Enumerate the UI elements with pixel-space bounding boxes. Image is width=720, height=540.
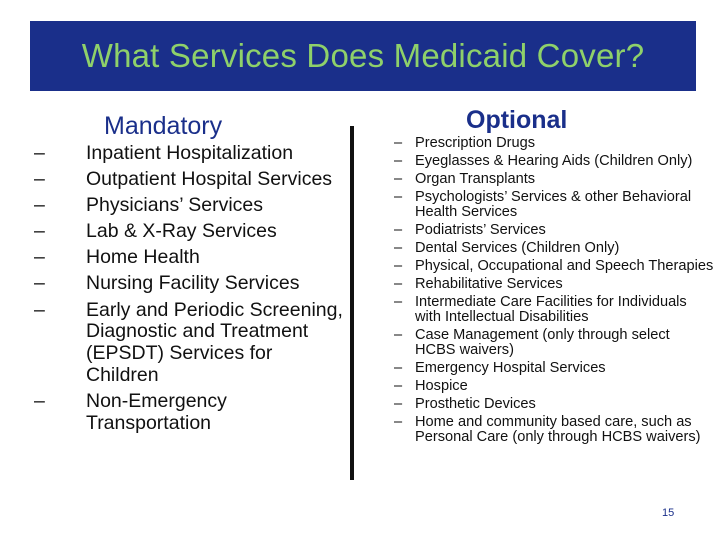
optional-list-item: [394, 328, 714, 357]
mandatory-heading: Mandatory: [104, 112, 223, 140]
bullet-dash: –: [394, 153, 403, 170]
mandatory-list-item: [34, 195, 344, 217]
optional-list-item: [394, 241, 714, 256]
bullet-dash: –: [394, 276, 403, 293]
optional-item-text: Organ Transplants: [415, 171, 536, 188]
bullet-dash: –: [394, 171, 403, 188]
bullet-dash: –: [394, 377, 403, 394]
mandatory-item-text: Lab & X-Ray Services: [86, 220, 277, 243]
bullet-dash: –: [34, 220, 45, 243]
mandatory-item-text: Inpatient Hospitalization: [86, 142, 294, 164]
page-number: 15: [662, 507, 675, 519]
mandatory-list-item: [34, 221, 344, 243]
bullet-dash: –: [34, 246, 45, 269]
optional-item-text: Dental Services (Children Only): [415, 240, 620, 257]
mandatory-list-item: [34, 143, 344, 165]
bullet-dash: –: [34, 298, 45, 321]
optional-item-text: Prescription Drugs: [415, 135, 536, 151]
optional-item-text: Emergency Hospital Services: [415, 359, 606, 376]
mandatory-list-item: [34, 247, 344, 269]
mandatory-list-item: [34, 169, 344, 191]
mandatory-item-text: Outpatient Hospital Services: [86, 168, 333, 191]
mandatory-item-text: Nursing Facility Services: [86, 272, 300, 295]
bullet-dash: –: [394, 221, 403, 238]
bullet-dash: –: [394, 240, 403, 257]
optional-item-text: Home and community based care, such as Personal Care (only through HCBS waivers): [415, 414, 701, 445]
optional-item-text: Psychologists’ Services & other Behavioral Health Services: [415, 189, 692, 220]
bullet-dash: –: [394, 327, 403, 344]
bullet-dash: –: [394, 414, 403, 430]
optional-list-item: [394, 154, 714, 169]
bullet-dash: –: [394, 294, 403, 311]
bullet-dash: –: [34, 194, 45, 217]
bullet-dash: –: [34, 390, 45, 413]
title-bar: [30, 21, 696, 91]
optional-item-text: Case Management (only through select HCBS waivers): [415, 327, 670, 358]
optional-item-text: Rehabilitative Services: [415, 276, 563, 293]
column-divider: [350, 126, 354, 480]
optional-list-item: [394, 397, 714, 412]
bullet-dash: –: [34, 168, 45, 191]
optional-list-item: [394, 379, 714, 394]
bullet-dash: –: [394, 359, 403, 376]
mandatory-list: [34, 143, 344, 439]
mandatory-item-text: Physicians’ Services: [86, 194, 264, 217]
optional-list-item: [394, 415, 714, 444]
bullet-dash: –: [394, 258, 403, 275]
mandatory-item-text: Home Health: [86, 246, 200, 269]
bullet-dash: –: [394, 135, 403, 151]
optional-list-item: [394, 136, 714, 151]
optional-list-item: [394, 172, 714, 187]
mandatory-list-item: [34, 391, 344, 435]
optional-item-text: Hospice: [415, 377, 468, 394]
optional-list-item: [394, 223, 714, 238]
optional-list-item: [394, 361, 714, 376]
optional-item-text: Podiatrists’ Services: [415, 221, 546, 238]
bullet-dash: –: [34, 272, 45, 295]
mandatory-list-item: [34, 300, 344, 387]
optional-item-text: Prosthetic Devices: [415, 395, 536, 412]
mandatory-list-item: [34, 273, 344, 295]
slide-title: What Services Does Medicaid Cover?: [81, 37, 645, 74]
optional-heading: Optional: [466, 106, 568, 134]
optional-list-item: [394, 190, 714, 219]
optional-item-text: Physical, Occupational and Speech Therapies: [415, 258, 714, 275]
optional-list-item: [394, 295, 714, 324]
mandatory-item-text: Early and Periodic Screening, Diagnostic and Treatment (EPSDT) Services for Children: [86, 298, 343, 386]
bullet-dash: –: [34, 142, 45, 164]
optional-list-item: [394, 277, 714, 292]
bullet-dash: –: [394, 189, 403, 206]
bullet-dash: –: [394, 395, 403, 412]
optional-item-text: Eyeglasses & Hearing Aids (Children Only): [415, 153, 693, 170]
mandatory-item-text: Non-Emergency Transportation: [86, 390, 227, 434]
optional-list-item: [394, 259, 714, 274]
optional-item-text: Intermediate Care Facilities for Individuals with Intellectual Disabilities: [415, 294, 687, 325]
optional-list: [394, 136, 714, 448]
